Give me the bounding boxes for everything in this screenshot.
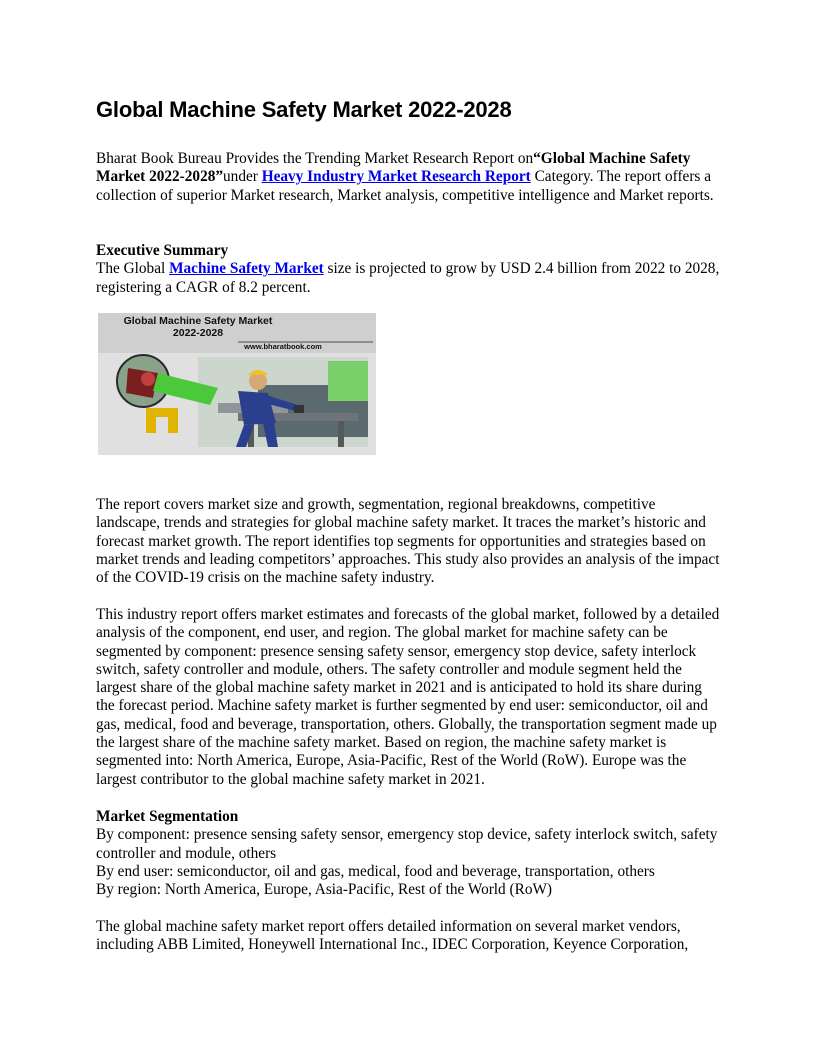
- category-link[interactable]: Heavy Industry Market Research Report: [261, 168, 531, 186]
- intro-under: under: [223, 168, 262, 186]
- segmentation-heading: Market Segmentation: [96, 808, 239, 825]
- page-title: Global Machine Safety Market 2022-2028: [96, 97, 512, 122]
- machine-safety-market-link[interactable]: Machine Safety Market: [169, 260, 324, 278]
- executive-text-after: size is projected to grow by USD 2.4 billion from 2022 to 2028, registering a CAGR of 8.2 percent.: [96, 260, 720, 296]
- market-segmentation: [96, 808, 722, 899]
- overview-paragraph: The report covers market size and growth, segmentation, regional breakdowns, competitive landscape, trends and strategies for global machine safety market. It traces the market’s historic and forecast market growth. The report identifies top segments for opportunities and strategies based on market trends and leading competitors’ approaches. This study also provides an analysis of the impact of the COVID-19 crisis on the machine safety industry.: [96, 496, 720, 587]
- banner-title-line1: Global Machine Safety Market: [123, 315, 273, 327]
- banner-illustration: [98, 313, 376, 455]
- executive-summary: [96, 242, 722, 297]
- intro-text-after: Category. The report offers a collection of superior Market research, Market analysis, competitive intelligence and Market reports.: [96, 168, 714, 204]
- executive-summary-heading: Executive Summary: [96, 242, 229, 259]
- segmentation-region: By region: North America, Europe, Asia-Pacific, Rest of the World (RoW): [96, 881, 553, 899]
- segmentation-end-user: By end user: semiconductor, oil and gas, medical, food and beverage, transportation, others: [96, 862, 655, 880]
- banner-title-line2: 2022-2028: [172, 327, 224, 339]
- intro-text: Bharat Book Bureau Provides the Trending Market Research Report on: [96, 150, 534, 167]
- banner-url: www.bharatbook.com: [244, 342, 322, 351]
- intro-paragraph: [96, 150, 722, 205]
- report-name: “Global Machine Safety Market 2022-2028”: [96, 150, 691, 186]
- executive-text: The Global: [96, 260, 170, 278]
- vendors-paragraph: The global machine safety market report offers detailed information on several market vendors, including ABB Limited, Honeywell International Inc., IDEC Corporation, Keyence Corporation,: [96, 918, 689, 954]
- segmentation-component: By component: presence sensing safety sensor, emergency stop device, safety interlock switch, safety controller and module, others: [96, 826, 718, 862]
- market-banner-image: [98, 313, 376, 455]
- industry-report-paragraph: This industry report offers market estimates and forecasts of the global market, followed by a detailed analysis of the component, end user, and region. The global market for machine safety can be segmented by component: presence sensing safety sensor, emergency stop device, safety interlock switch, safety controller and module, others. The safety controller and module segment held the largest share of the global machine safety market in 2021 and is anticipated to hold its share during the forecast period. Machine safety market is further segmented by end user: semiconductor, oil and gas, medical, food and beverage, transportation, others. Globally, the transportation segment made up the largest share of the machine safety market. Based on region, the machine safety market is segmented into: North America, Europe, Asia-Pacific, Rest of the World (RoW). Europe was the largest contributor to the global machine safety market in 2021.: [96, 606, 720, 788]
